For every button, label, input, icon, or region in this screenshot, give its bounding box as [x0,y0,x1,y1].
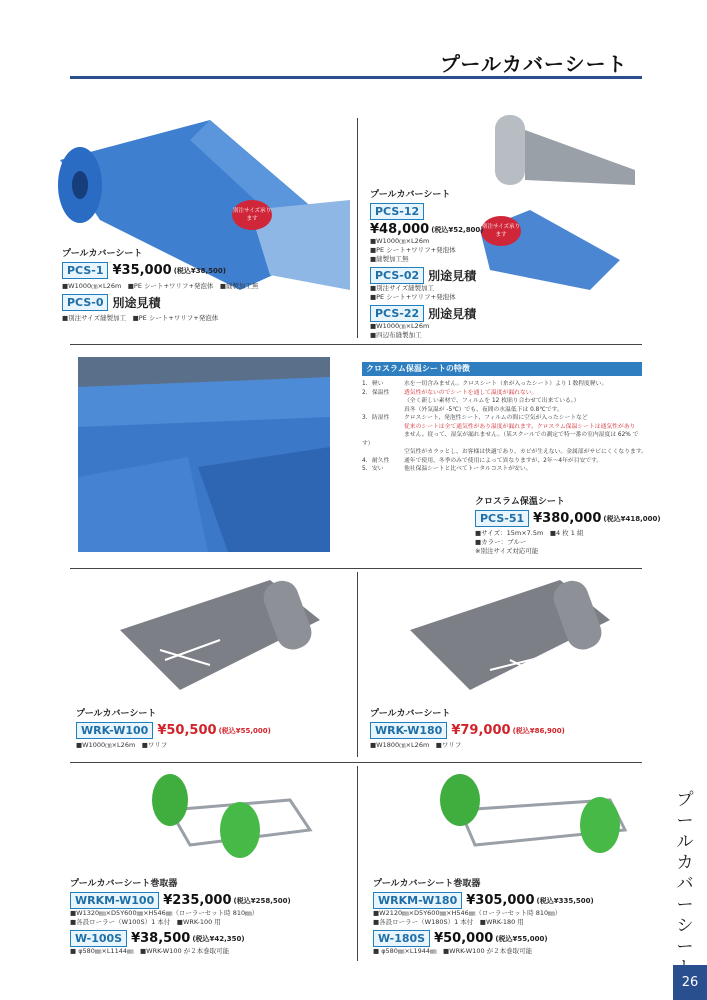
feature-num: 2. [362,389,368,396]
wrkm180-photo [430,770,640,870]
divider-v1 [357,118,358,338]
pcs22-price: 別途見積 [428,307,477,321]
feature-num: 3. [362,415,368,421]
wrkm180-spec1: ■W2120㎜×D5Y600㎜×H546㎜（ローラーセット時 810㎜） [373,909,562,917]
side-label [675,790,695,979]
feature-key: 安い [372,466,384,472]
features-heading: クロスラム保温シートの特徴 [362,362,642,376]
divider-v2 [357,572,358,757]
pcs22-code: PCS-22 [370,305,424,322]
pcs51-price: ¥380,000 [533,511,602,526]
wrk180-price: ¥79,000 [451,723,511,738]
pcs51-title: クロスラム保温シート [475,497,565,507]
pcs22-spec2: ■四辺布縫製加工 [370,331,422,339]
wrkm180-price: ¥305,000 [466,893,535,908]
w180s-tax: (税込¥55,000) [495,934,548,943]
feature-item [362,423,647,432]
w180s-price: ¥50,000 [434,931,494,946]
title-rule [70,76,642,79]
wrkm100-block [70,876,291,956]
wrkm100-photo [140,770,325,870]
feature-num: 5. [362,466,368,472]
wrk100-price: ¥50,500 [157,723,217,738]
w180s-code: W-180S [373,930,430,947]
pcs12-spec1: ■W1000㎝×L26m [370,237,430,245]
feature-item [362,414,647,423]
side-label-char: シ [676,916,694,936]
w100s-price: ¥38,500 [131,931,191,946]
w180s-spec: ■ φ580㎜×L1944㎜ ■WRK-W100 が２本巻取可能 [373,947,533,955]
side-label-char: ル [676,832,694,852]
wrk100-spec: ■W1000㎝×L26m ■ワリフ [76,741,168,749]
wrkm180-tax: (税込¥335,500) [536,896,594,905]
pcs12-block [370,187,484,340]
wrk100-code: WRK-W100 [76,722,153,739]
feature-item [362,380,647,389]
wrkm180-block [373,876,594,956]
wrkm100-tax: (税込¥258,500) [233,896,291,905]
pcs51-spec2: ■カラー：ブルー [475,538,527,546]
pcs51-spec3: ※別注サイズ対応可能 [475,547,539,555]
feature-key: 耐久性 [372,457,390,464]
wrk180-photo [410,580,635,690]
wrk100-tax: (税込¥55,000) [218,726,271,735]
feature-item [362,389,647,398]
feature-item [362,457,647,466]
pcs12-code: PCS-12 [370,203,424,220]
pcs12-tax: (税込¥52,800) [431,225,484,234]
wrkm100-title: プールカバーシート巻取器 [70,879,178,889]
wrkm100-spec1: ■W1320㎜×D5Y600㎜×H546㎜（ローラーセット時 810㎜） [70,909,259,917]
feature-num: 4. [362,457,368,464]
feature-item [362,465,647,474]
w100s-code: W-100S [70,930,127,947]
pcs22-spec1: ■W1000㎝×L26m [370,322,430,330]
feature-text: 空気性がカラッとし、お客様は快適であり、カビが生えない。金属部がサビにくくなります。 [404,449,647,455]
feature-key: 保温性 [372,389,390,396]
divider-h1 [70,344,642,345]
pcs51-tax: (税込¥418,000) [603,514,661,523]
wrk100-photo [120,580,345,690]
feature-text: ません。従って、湿気が漏れません。（某スクールでの測定で特一番の室内湿度は 62% です） [362,432,639,447]
feature-text: （全く新しい素材で、フィルムを 12 枚貼り合わせて出来ている。） [404,398,580,404]
feature-item [362,397,647,406]
pcs12-spec2: ■PE シート+ワリフ+発泡体 [370,246,456,254]
pcs51-photo [78,357,330,552]
pcs1-block [62,246,312,323]
feature-item [362,448,647,457]
pcs1-code: PCS-1 [62,262,108,279]
side-label-char: ー [676,895,694,915]
wrk180-block [370,706,565,750]
wrk180-code: WRK-W180 [370,722,447,739]
wrk180-spec: ■W1800㎝×L26m ■ワリフ [370,741,462,749]
feature-key: 防湿性 [372,415,390,421]
wrkm100-spec2: ■各設ローラー（W100S）1 本付 ■WRK-100 用 [70,918,221,926]
wrkm100-price: ¥235,000 [163,893,232,908]
w100s-tax: (税込¥42,350) [192,934,245,943]
wrkm180-title: プールカバーシート巻取器 [373,879,481,889]
wrk100-title: プールカバーシート [76,709,157,719]
features-list [362,380,647,474]
feature-text: 通年で使用、冬季のみで使用によって異なりますが、2年〜4年が目安です。 [404,457,603,464]
page-number: 26 [673,965,707,1000]
side-label-char: カ [676,853,694,873]
pcs0-price: 別途見積 [112,296,161,310]
divider-h3 [70,762,642,763]
side-label-char: ー [676,937,694,957]
wrk180-title: プールカバーシート [370,709,451,719]
pcs1-badge: 別注サイズ承ります [232,200,272,230]
feature-key: 軽い [372,381,384,387]
wrkm100-code: WRKM-W100 [70,892,159,909]
divider-v3 [357,766,358,961]
pcs0-code: PCS-0 [62,294,108,311]
feature-text: 従来のシートは全て通気性があり温度が漏れます。クロスラム保温シートは通気性があり [404,423,636,430]
feature-text: クロスシート、発泡性シート、フィルムの間に空気が入ったシートなど [404,415,588,421]
feature-item [362,431,647,448]
pcs02-code: PCS-02 [370,267,424,284]
pcs02-spec2: ■PE シート+ワリフ+発泡体 [370,293,456,301]
feature-text: 真冬（外気温が -5℃）でも、夜間の水温低下は 0.8℃です。 [404,406,563,413]
pcs1-price: ¥35,000 [112,263,172,278]
pcs51-code: PCS-51 [475,510,529,527]
side-label-char: バ [676,874,694,894]
feature-text: 透気性がないのでシートを通して温度が漏れない。 [404,389,538,396]
pcs02-spec1: ■別注サイズ縫製加工 [370,284,435,292]
pcs51-block [475,494,661,556]
wrk100-block [76,706,271,750]
pcs0-spec: ■別注サイズ縫製加工 ■PE シート+ワリフ+発泡体 [62,314,219,322]
pcs1-spec: ■W1000㎝×L26m ■PE シート+ワリフ+発泡体 ■縫製加工無 [62,282,259,290]
feature-num: 1. [362,381,368,387]
pcs1-tax: (税込¥38,500) [173,266,226,275]
pcs02-price: 別途見積 [428,269,477,283]
pcs12-photo [470,110,642,290]
side-label-char: ー [676,811,694,831]
page-title: プールカバーシート [440,52,628,76]
pcs12-spec3: ■縫製加工無 [370,255,409,263]
pcs1-title: プールカバーシート [62,249,143,259]
pcs12-badge: 別注サイズ承ります [481,216,521,246]
feature-text: 水を一切含みません。クロスシート（糸が入ったシート）より１数程度軽い。 [404,381,608,387]
w100s-spec: ■ φ580㎜×L1144㎜ ■WRK-W100 が２本巻取可能 [70,947,230,955]
pcs12-price: ¥48,000 [370,222,430,237]
feature-item [362,406,647,415]
pcs51-spec1: ■サイズ：15m×7.5m ■4 枚 1 組 [475,529,584,537]
wrk180-tax: (税込¥86,900) [512,726,565,735]
feature-text: 他社保温シートと比べてトータルコストが安い。 [404,466,532,472]
side-label-char: プ [676,790,694,810]
wrkm180-spec2: ■各設ローラー（W180S）1 本付 ■WRK-180 用 [373,918,524,926]
wrkm180-code: WRKM-W180 [373,892,462,909]
divider-h2 [70,568,642,569]
pcs12-title: プールカバーシート [370,190,451,200]
